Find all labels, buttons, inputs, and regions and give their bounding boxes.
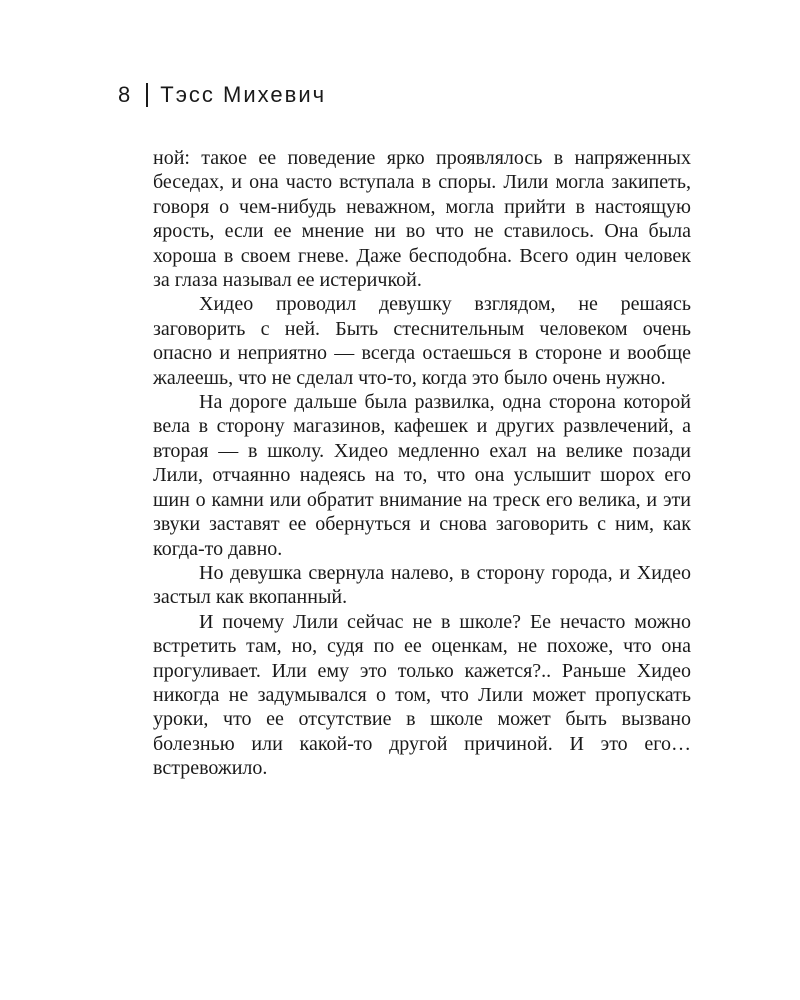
paragraph-1: ной: такое ее поведение ярко проявлялось в напряженных беседах, и она часто вступала в споры. Лили могла закипеть, говоря о чем-нибудь неважном, могла прийти в настоящую ярость, если ее мнение ни во что не ставилось. Она была хороша в своем гневе. Даже бесподобна. Всего один человек за глаза называл ее истеричкой. xyxy=(153,147,691,292)
paragraph-5: И почему Лили сейчас не в школе? Ее нечасто можно встретить там, но, судя по ее оценкам, не похоже, что она прогуливает. Или ему это только кажется?.. Раньше Хидео никогда не задумывался о том, что Лили может пропускать уроки, что ее отсутствие в школе может быть вызвано болезнью или какой-то другой причиной. И это его… встревожило. xyxy=(153,610,691,780)
page-number: 8 xyxy=(118,82,133,107)
body-text xyxy=(153,146,691,781)
running-header xyxy=(118,82,326,108)
paragraph-2: Хидео проводил девушку взглядом, не решаясь заговорить с ней. Быть стеснительным человеком очень опасно и неприятно — всегда остаешься в стороне и вообще жалеешь, что не сделал что-то, когда это было очень нужно. xyxy=(153,293,691,389)
paragraph-4: Но девушка свернула налево, в сторону города, и Хидео застыл как вкопанный. xyxy=(153,561,691,609)
header-divider xyxy=(146,83,148,107)
author-name: Тэсс Михевич xyxy=(160,82,327,107)
paragraph-3: На дороге дальше была развилка, одна сторона которой вела в сторону магазинов, кафешек и других развлечений, а вторая — в школу. Хидео медленно ехал на велике позади Лили, отчаянно надеясь на то, что она услышит шорох его шин о камни или обратит внимание на треск его велика, и эти звуки заставят ее обернуться и снова заговорить с ним, как когда-то давно. xyxy=(153,391,691,560)
